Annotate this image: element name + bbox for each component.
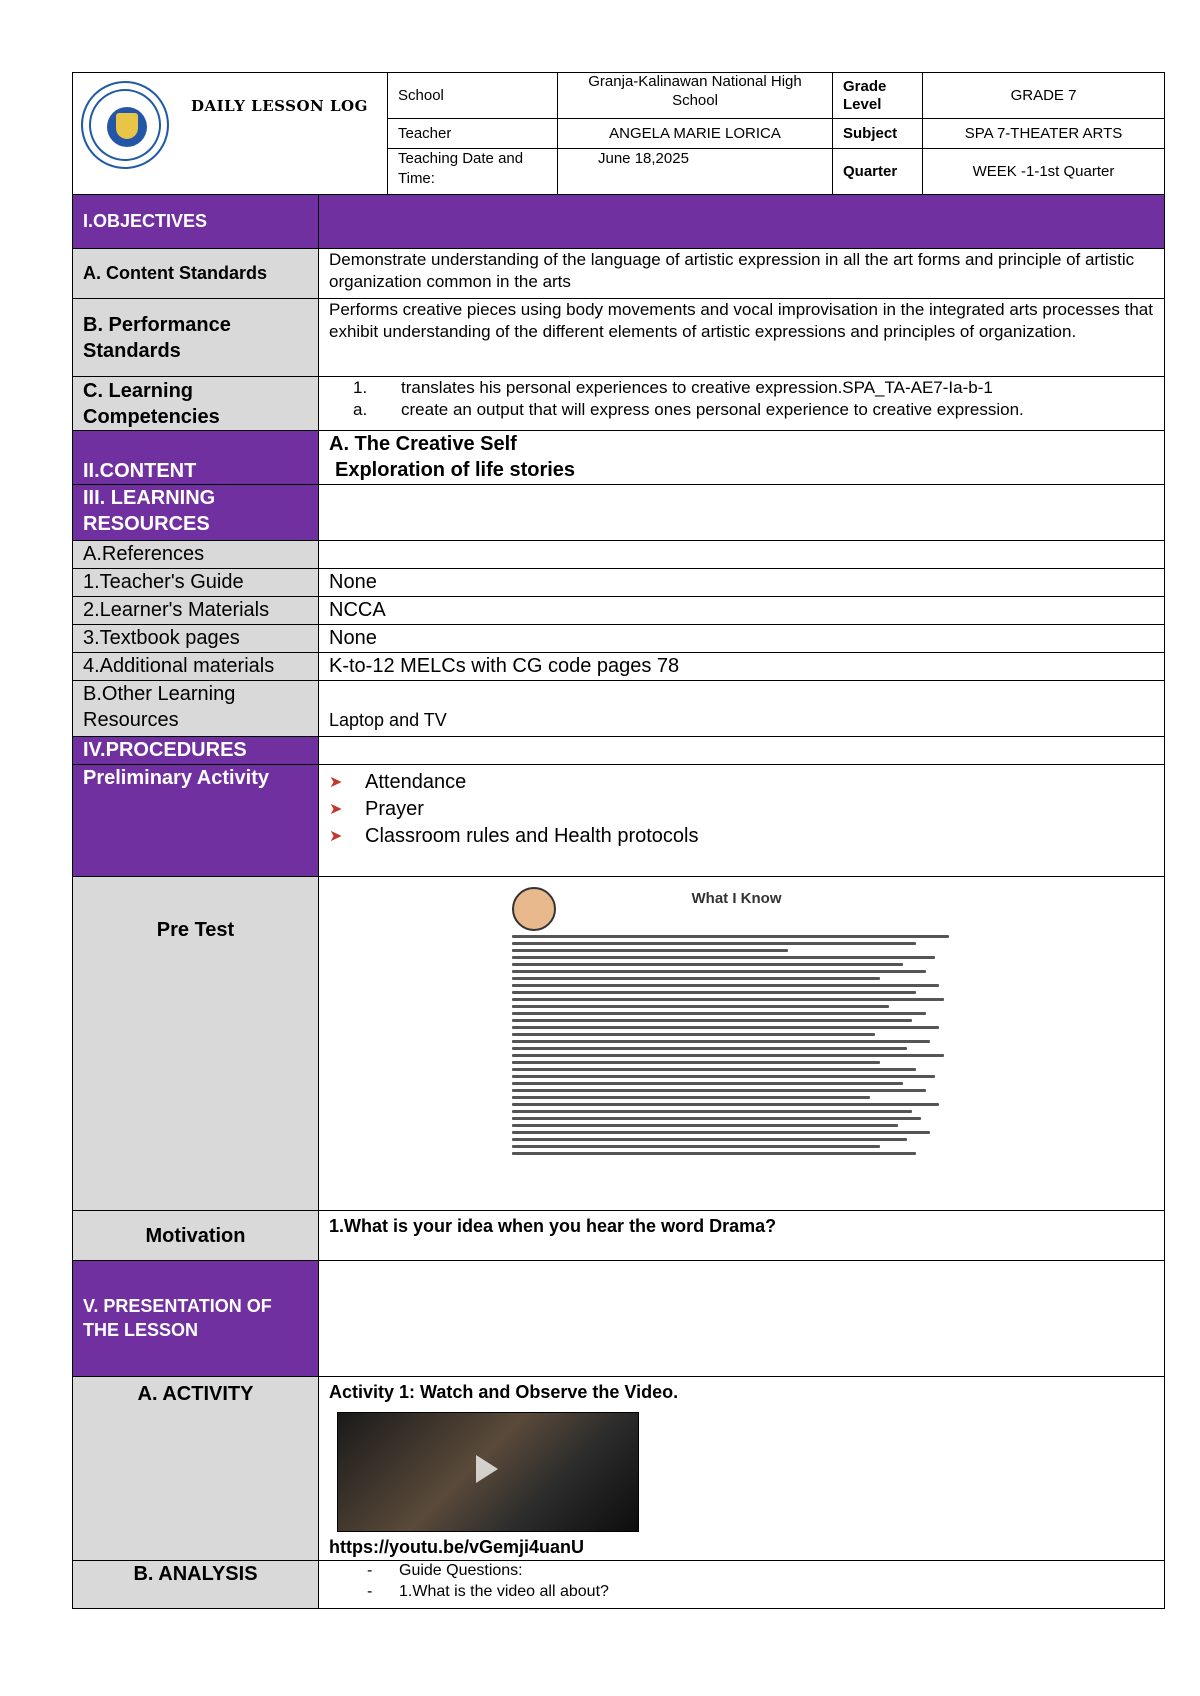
quarter-value: WEEK -1-1st Quarter [923, 149, 1165, 195]
school-value: Granja-Kalinawan National High School [558, 73, 833, 119]
performance-standards-text: Performs creative pieces using body movements and vocal improvisation in the integrated arts processes that exhibit understanding of the different elements of artistic expressions and principles of organization. [319, 299, 1165, 377]
video-link[interactable]: https://youtu.be/vGemji4uanU [329, 1537, 585, 1558]
textbook-value: None [319, 625, 1165, 653]
objectives-heading: I.OBJECTIVES [73, 195, 319, 249]
analysis-label: B. ANALYSIS [73, 1560, 319, 1608]
additional-materials-value: K-to-12 MELCs with CG code pages 78 [319, 653, 1165, 681]
competency-number: 1. [353, 378, 368, 397]
header-table [72, 72, 1165, 195]
competency-subitem [329, 399, 1154, 421]
document-title: DAILY LESSON LOG [191, 97, 368, 115]
content-standards-label: A. Content Standards [73, 249, 319, 299]
arrow-bullet-icon: ➤ [329, 827, 343, 845]
arrow-bullet-icon: ➤ [329, 773, 343, 791]
activity-title: Activity 1: Watch and Observe the Video. [329, 1382, 679, 1402]
learners-materials-value: NCCA [319, 597, 1165, 625]
other-resources-value: Laptop and TV [319, 681, 1165, 737]
play-icon[interactable] [476, 1455, 498, 1483]
competencies-cell [319, 377, 1165, 431]
procedures-heading: IV.PROCEDURES [73, 737, 319, 765]
preliminary-cell [319, 765, 1165, 877]
resources-heading-fill [319, 485, 1165, 541]
preliminary-item-label: Attendance [365, 771, 467, 793]
preliminary-item-label: Prayer [365, 798, 424, 820]
pretest-cell [319, 877, 1165, 1211]
resources-heading: III. LEARNING RESOURCES [73, 485, 319, 541]
pretest-label: Pre Test [73, 877, 319, 1211]
teacher-value: ANGELA MARIE LORICA [558, 119, 833, 149]
school-label: School [388, 73, 558, 119]
activity-label: A. ACTIVITY [73, 1377, 319, 1561]
teachers-guide-value: None [319, 569, 1165, 597]
additional-materials-label: 4.Additional materials [73, 653, 319, 681]
content-cell [319, 431, 1165, 485]
subject-label: Subject [833, 119, 923, 149]
competencies-label: C. Learning Competencies [73, 377, 319, 431]
grade-label: Grade Level [833, 73, 923, 119]
learners-materials-label: 2.Learner's Materials [73, 597, 319, 625]
subject-value: SPA 7-THEATER ARTS [923, 119, 1165, 149]
analysis-item-label: Guide Questions: [399, 1561, 523, 1579]
list-item [329, 796, 1154, 823]
competency-sub-letter: a. [353, 400, 368, 420]
activity-cell [319, 1377, 1165, 1561]
worksheet-title: What I Know [691, 890, 782, 907]
content-subtitle: Exploration of life stories [335, 459, 576, 481]
pretest-worksheet-image [512, 887, 972, 1187]
character-face-icon [512, 887, 556, 931]
content-heading: II.CONTENT [73, 431, 319, 485]
analysis-cell [319, 1560, 1165, 1608]
list-item: - Guide Questions: [367, 1561, 523, 1579]
date-label: Teaching Date and Time: [388, 149, 558, 195]
grade-value: GRADE 7 [923, 73, 1165, 119]
references-label: A.References [73, 541, 319, 569]
analysis-item-label: 1.What is the video all about? [399, 1582, 609, 1600]
date-value: June 18,2025 [558, 149, 833, 195]
presentation-heading: V. PRESENTATION OF THE LESSON [73, 1261, 319, 1377]
performance-standards-label: B. Performance Standards [73, 299, 319, 377]
logo-cell [73, 73, 388, 195]
video-thumbnail[interactable] [337, 1412, 639, 1532]
content-title: A. The Creative Self [329, 433, 517, 455]
references-fill [319, 541, 1165, 569]
preliminary-list [329, 765, 1154, 854]
list-item [329, 823, 1154, 850]
objectives-heading-fill [319, 195, 1165, 249]
preliminary-item-label: Classroom rules and Health protocols [365, 825, 699, 847]
arrow-bullet-icon: ➤ [329, 800, 343, 818]
teacher-label: Teacher [388, 119, 558, 149]
motivation-question: 1.What is your idea when you hear the word Drama? [319, 1211, 1165, 1261]
deped-seal-icon [81, 81, 169, 169]
quarter-label: Quarter [833, 149, 923, 195]
other-resources-label: B.Other Learning Resources [73, 681, 319, 737]
procedures-heading-fill [319, 737, 1165, 765]
motivation-label: Motivation [73, 1211, 319, 1261]
textbook-label: 3.Textbook pages [73, 625, 319, 653]
worksheet-text-lines [512, 931, 972, 1159]
competency-text: translates his personal experiences to creative expression.SPA_TA-AE7-Ia-b-1 [401, 378, 993, 397]
teachers-guide-label: 1.Teacher's Guide [73, 569, 319, 597]
competency-item [329, 377, 1154, 399]
presentation-heading-fill [319, 1261, 1165, 1377]
body-table [72, 194, 1165, 1609]
content-standards-text: Demonstrate understanding of the language of artistic expression in all the art forms and principle of artistic organization common in the arts [319, 249, 1165, 299]
competency-sub-text: create an output that will express ones personal experience to creative expression. [401, 400, 1024, 420]
lesson-log-sheet [72, 72, 1164, 1609]
preliminary-label: Preliminary Activity [73, 765, 319, 877]
list-item [329, 769, 1154, 796]
list-item: - 1.What is the video all about? [367, 1582, 609, 1600]
